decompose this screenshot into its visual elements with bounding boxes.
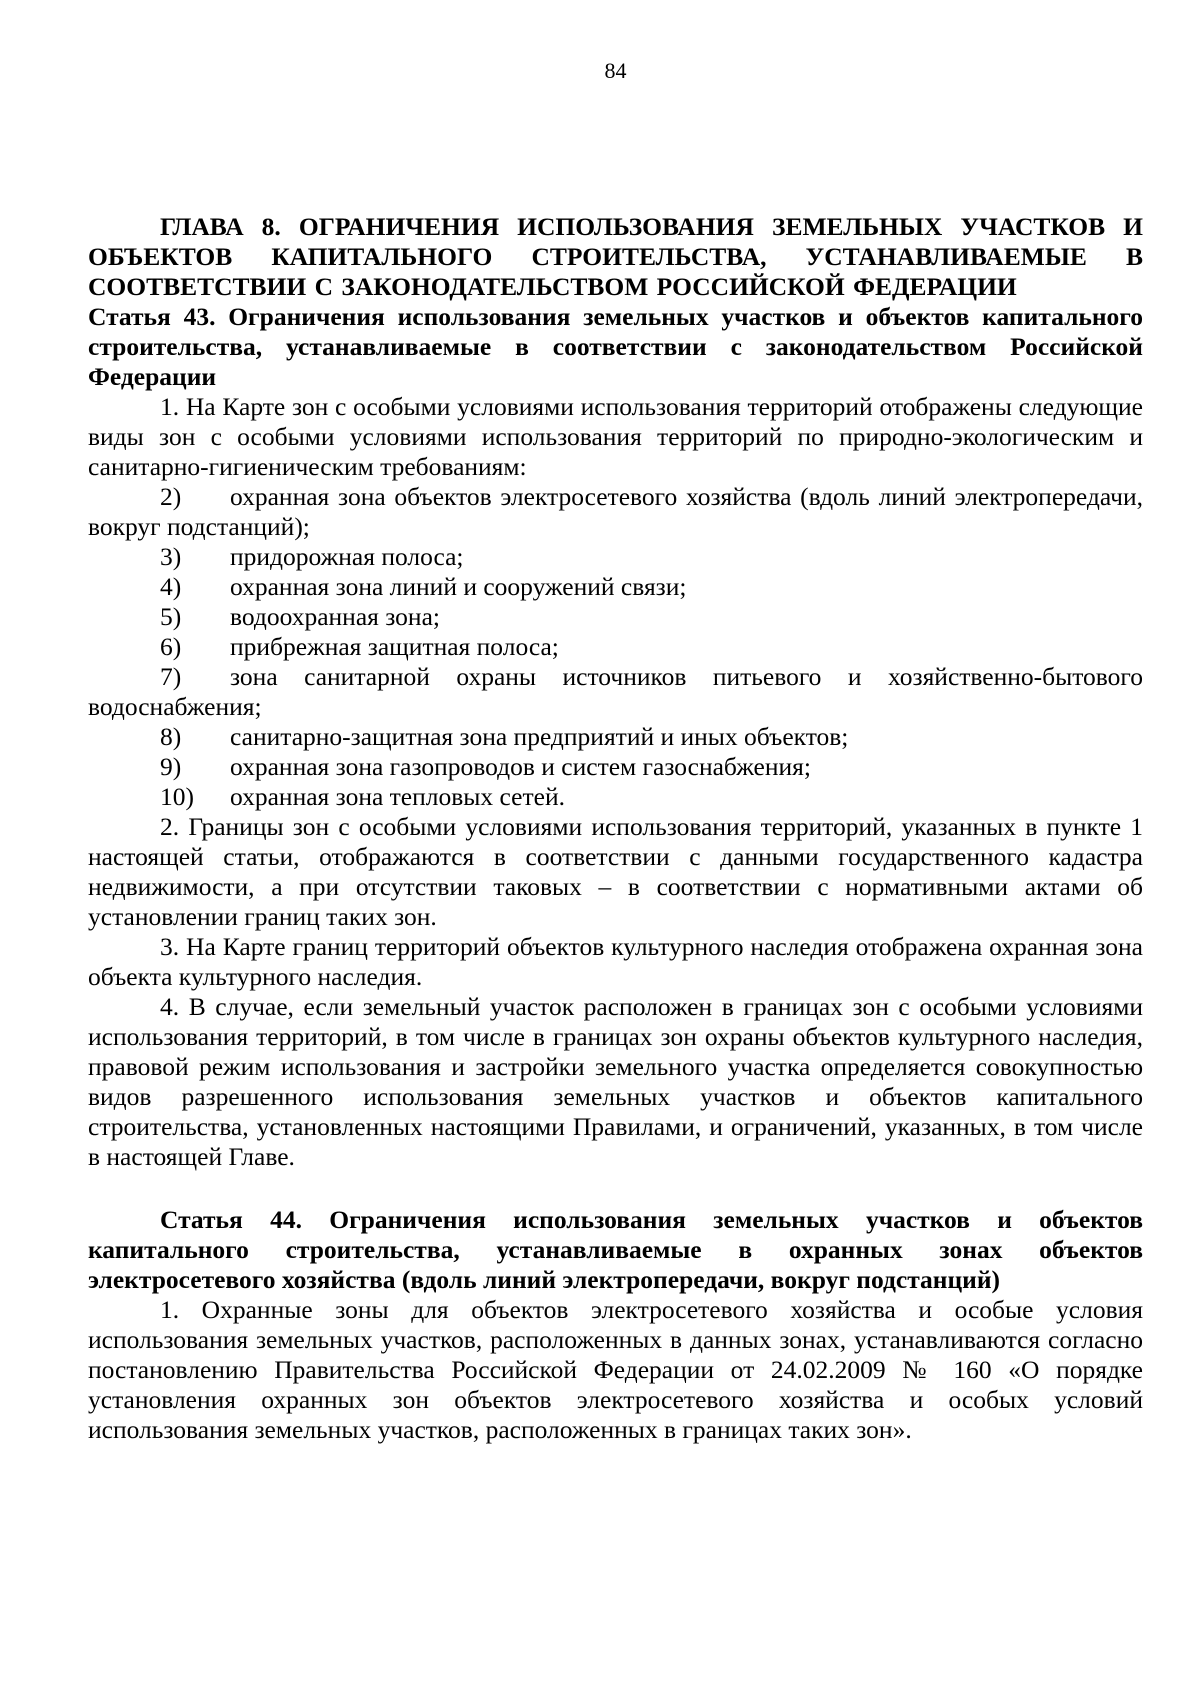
article-43-paragraph-2: 2. Границы зон с особыми условиями использования территорий, указанных в пункте 1 настоящей статьи, отображаются в соответствии с данными государственного кадастра недвижимости, а при отсутствии таковых – в соответствии с нормативными актами об установлении границ таких зон. bbox=[88, 812, 1143, 931]
list-item bbox=[88, 752, 1143, 782]
list-item-text: охранная зона линий и сооружений связи; bbox=[230, 572, 687, 601]
list-item-text: охранная зона объектов электросетевого хозяйства (вдоль линий электропередачи, вокруг подстанций); bbox=[88, 482, 1143, 541]
article-44-title: Статья 44. Ограничения использования земельных участков и объектов капитального строительства, устанавливаемые в охранных зонах объектов электросетевого хозяйства (вдоль линий электропередачи, вокруг подстанций) bbox=[88, 1205, 1143, 1294]
chapter-title: ГЛАВА 8. ОГРАНИЧЕНИЯ ИСПОЛЬЗОВАНИЯ ЗЕМЕЛЬНЫХ УЧАСТКОВ И ОБЪЕКТОВ КАПИТАЛЬНОГО СТРОИТЕЛЬСТВА, УСТАНАВЛИВАЕМЫЕ В СООТВЕТСТВИИ С ЗАКОНОДАТЕЛЬСТВОМ РОССИЙСКОЙ ФЕДЕРАЦИИ bbox=[88, 212, 1143, 301]
list-item-number: 5) bbox=[160, 602, 182, 631]
article-43-paragraph-1: 1. На Карте зон с особыми условиями использования территорий отображены следующие виды зон с особыми условиями использования территорий по природно-экологическим и санитарно-гигиеническим требованиям: bbox=[88, 392, 1143, 481]
article-43-title: Статья 43. Ограничения использования земельных участков и объектов капитального строительства, устанавливаемые в соответствии с законодательством Российской Федерации bbox=[88, 302, 1143, 391]
list-item bbox=[88, 632, 1143, 662]
list-item bbox=[88, 602, 1143, 632]
list-item-number: 7) bbox=[160, 662, 182, 691]
list-item bbox=[88, 782, 1143, 812]
list-item bbox=[88, 662, 1143, 722]
list-item-text: охранная зона тепловых сетей. bbox=[230, 782, 565, 811]
list-item bbox=[88, 542, 1143, 572]
list-item-text: охранная зона газопроводов и систем газоснабжения; bbox=[230, 752, 811, 781]
list-item-number: 10) bbox=[160, 782, 194, 811]
list-item-text: зона санитарной охраны источников питьевого и хозяйственно-бытового водоснабжения; bbox=[88, 662, 1143, 721]
list-item-text: придорожная полоса; bbox=[230, 542, 464, 571]
list-item bbox=[88, 722, 1143, 752]
document-body bbox=[88, 212, 1143, 1445]
page-number: 84 bbox=[604, 58, 627, 83]
list-item-number: 2) bbox=[160, 482, 182, 511]
list-item-number: 9) bbox=[160, 752, 182, 781]
article-44-paragraph-1: 1. Охранные зоны для объектов электросетевого хозяйства и особые условия использования земельных участков, расположенных в данных зонах, устанавливаются согласно постановлению Правительства Российской Федерации от 24.02.2009 № 160 «О порядке установления охранных зон объектов электросетевого хозяйства и особых условий использования земельных участков, расположенных в границах таких зон». bbox=[88, 1295, 1143, 1444]
article-43-paragraph-4: 4. В случае, если земельный участок расположен в границах зон с особыми условиями использования территорий, в том числе в границах зон охраны объектов культурного наследия, правовой режим использования и застройки земельного участка определяется совокупностью видов разрешенного использования земельных участков и объектов капитального строительства, установленных настоящими Правилами, и ограничений, указанных, в том числе в настоящей Главе. bbox=[88, 992, 1143, 1171]
list-item-number: 8) bbox=[160, 722, 182, 751]
article-43-list bbox=[88, 482, 1143, 812]
list-item-text: прибрежная защитная полоса; bbox=[230, 632, 559, 661]
list-item-number: 4) bbox=[160, 572, 182, 601]
list-item bbox=[88, 482, 1143, 542]
article-43-paragraph-3: 3. На Карте границ территорий объектов культурного наследия отображена охранная зона объекта культурного наследия. bbox=[88, 932, 1143, 991]
list-item-number: 6) bbox=[160, 632, 182, 661]
list-item-number: 3) bbox=[160, 542, 182, 571]
list-item-text: водоохранная зона; bbox=[230, 602, 440, 631]
list-item bbox=[88, 572, 1143, 602]
list-item-text: санитарно-защитная зона предприятий и иных объектов; bbox=[230, 722, 849, 751]
